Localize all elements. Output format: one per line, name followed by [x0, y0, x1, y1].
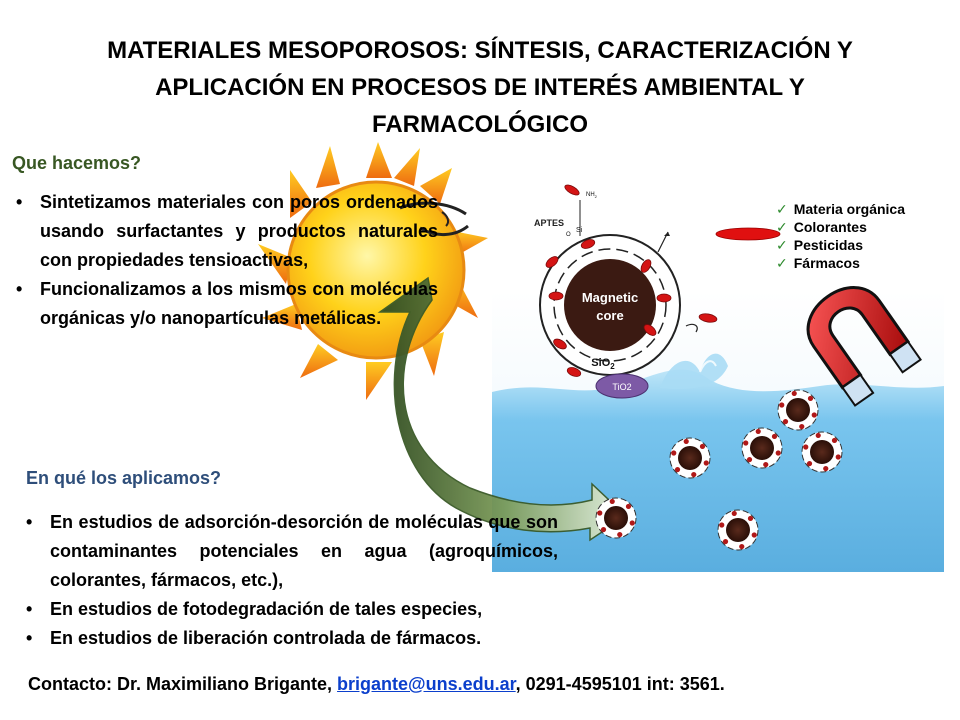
email-link[interactable]: brigante@uns.edu.ar — [337, 674, 516, 694]
checkmark-icon: ✓ — [776, 201, 788, 217]
pollutant-list — [776, 200, 905, 272]
particle-icon — [718, 510, 758, 550]
pollutant-molecule-icon — [716, 228, 780, 240]
core-label-2: core — [596, 308, 624, 323]
particle-icon — [778, 390, 818, 430]
pollutant-label: Pesticidas — [793, 237, 863, 253]
title-line-2: APLICACIÓN EN PROCESOS DE INTERÉS AMBIENTAL Y — [155, 74, 805, 101]
o-label: O — [566, 232, 571, 238]
list-item: • Funcionalizamos a los mismos con moléculas orgánicas y/o nanopartículas metálicas. — [6, 275, 438, 333]
nh2-label-sub: 2 — [594, 194, 597, 199]
list-item: • Sintetizamos materiales con poros ordenados usando surfactantes y productos naturales con propiedades tensioactivas, — [6, 188, 438, 275]
particle-icon — [596, 498, 636, 538]
pollutant-item — [776, 218, 905, 236]
tio2-label: TiO2 — [612, 382, 632, 392]
list-item: • En estudios de adsorción-desorción de moléculas que son contaminantes potenciales en agua (agroquímicos, colorantes, fármacos, etc.), — [16, 508, 558, 595]
core-label-1: Magnetic — [581, 290, 639, 305]
contact-suffix: , 0291-4595101 int: 3561. — [515, 674, 725, 694]
particle-icon — [670, 438, 710, 478]
pollutant-item — [776, 200, 905, 218]
pollutant-label: Fármacos — [793, 255, 860, 271]
pollutant-label: Colorantes — [793, 219, 867, 235]
title-line-1: MATERIALES MESOPOROSOS: SÍNTESIS, CARACTERIZACIÓN Y — [107, 37, 853, 64]
apply-list — [16, 508, 558, 653]
contact-footer — [28, 674, 725, 695]
what-list — [6, 188, 438, 333]
list-item: • En estudios de liberación controlada de fármacos. — [16, 624, 558, 653]
contact-prefix: Contacto: Dr. Maximiliano Brigante, — [28, 674, 338, 694]
si-label: Si — [576, 227, 583, 234]
pollutant-item — [776, 254, 905, 272]
shell-label: SiO — [591, 357, 611, 369]
list-item: • En estudios de fotodegradación de tales especies, — [16, 595, 558, 624]
particle-icon — [742, 428, 782, 468]
checkmark-icon: ✓ — [776, 219, 788, 235]
pollutant-item — [776, 236, 905, 254]
aptes-label: APTES — [534, 218, 565, 228]
nh2-label-text: NH — [586, 192, 595, 198]
checkmark-icon: ✓ — [776, 255, 788, 271]
checkmark-icon: ✓ — [776, 237, 788, 253]
section-heading-apply: En qué los aplicamos? — [26, 468, 222, 488]
nh2-label — [586, 192, 598, 199]
title-line-3: FARMACOLÓGICO — [372, 111, 588, 138]
pollutant-label: Materia orgánica — [793, 201, 905, 217]
section-heading-what: Que hacemos? — [12, 153, 142, 173]
particle-icon — [802, 432, 842, 472]
shell-label-sub: 2 — [610, 362, 615, 371]
